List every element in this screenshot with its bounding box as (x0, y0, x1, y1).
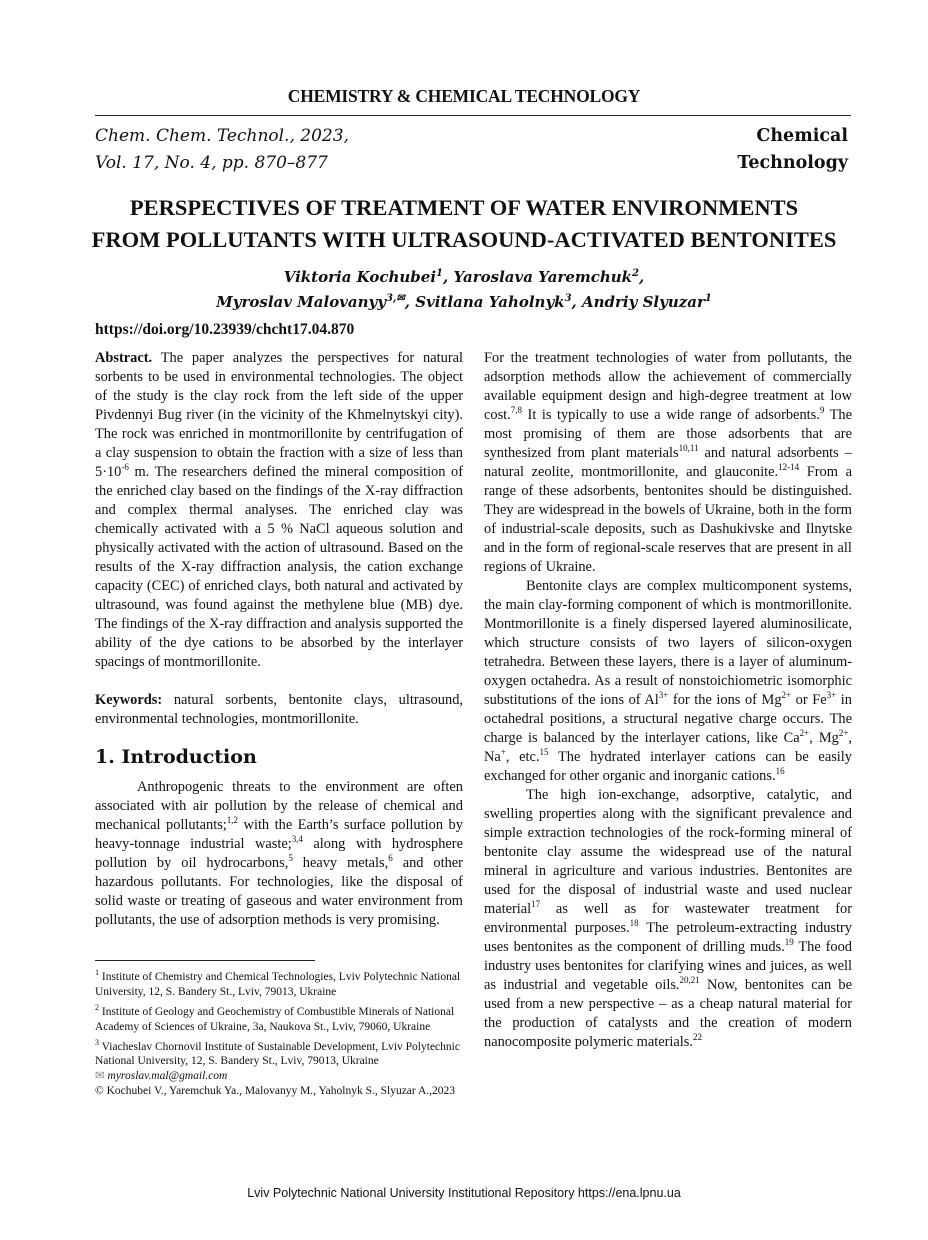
doi-link[interactable]: https://doi.org/10.23939/chcht17.04.870 (95, 321, 355, 338)
journal-brand-line-1: Chemical (756, 126, 848, 146)
author-affiliation: 1 (436, 268, 444, 279)
author-affiliation: 2 (632, 268, 640, 279)
citation-ref: 10,11 (678, 443, 699, 454)
repository-footer: Lviv Polytechnic National University Institutional Repository https://ena.lpnu.ua (247, 1186, 681, 1200)
header-rule (95, 115, 851, 116)
body-text: The high ion-exchange, adsorptive, catalytic, and swelling properties along with the significant prevalence and simple extraction technologies of the rock-forming mineral of bentonite clay assume the widespread use of the natural mineral in agriculture and various industries. Bentonites are used for the disposal of industrial waste and used nuclear material (484, 787, 852, 917)
footnote-affiliation-3 (95, 1035, 463, 1070)
citation-ref: 2+ (838, 728, 849, 739)
citation-ref: 5 (288, 853, 293, 864)
body-text: , etc. (505, 749, 540, 765)
citation-ref: 1,2 (226, 815, 239, 826)
citation-line-1: Chem. Chem. Technol., 2023, (95, 126, 349, 146)
citation-ref: 19 (784, 937, 794, 948)
author-separator: , (639, 268, 645, 286)
copyright: © Kochubei V., Yaremchuk Ya., Malovanyy M., Yaholnyk S., Slyuzar A.,2023 (95, 1085, 456, 1098)
title-line-2: FROM POLLUTANTS WITH ULTRASOUND-ACTIVATED BENTONITES (91, 227, 837, 252)
citation-line-2: Vol. 17, No. 4, pp. 870–877 (95, 153, 328, 173)
citation-ref: 18 (629, 918, 639, 929)
footnote-rule (95, 960, 315, 961)
footnote-text: Institute of Geology and Geochemistry of Combustible Minerals of National Academy of Sciences of Ukraine, 3a, Naukova St., Lviv, 79060, Ukraine (95, 1005, 455, 1033)
right-column (484, 349, 852, 1052)
intro-paragraph-1-continued: For the treatment technologies of water from pollutants, the adsorption methods allow the achievement of commercially available equipment design and high-degree treatment at low cost.$^{7,8}$ It is typically to use a wide range of adsorbents.$^9$ The most promising of them are those adsorbents that are synthesized from plant materials$^{10,11}$ and natural adsorbents – natural zeolite, montmorillonite, and glauconite.$^{12-14}$ From a range of these adsorbents, bentonites should be distinguished. They are widespread in the bowels of Ukraine, both in the form of industrial-scale deposits, such as Dashukivske and Ilnytske and in the form of regional-scale reserves that are present in all regions of Ukraine. (484, 350, 853, 575)
footnote-number: 2 (95, 1002, 99, 1012)
footnote-affiliation-2 (95, 1000, 463, 1035)
citation-ref: + (500, 747, 506, 758)
journal-brand-line-2: Technology (737, 153, 848, 173)
citation-ref: 17 (531, 899, 541, 910)
author-affiliation: 3,✉ (385, 293, 405, 304)
citation-ref: 12-14 (778, 462, 800, 473)
citation-ref: 3+ (658, 690, 669, 701)
citation-ref: 6 (388, 853, 393, 864)
keywords (95, 691, 463, 729)
footnote-text: Institute of Chemistry and Chemical Technologies, Lviv Polytechnic National University, 12, S. Bandery St., Lviv, 79013, Ukraine (95, 970, 461, 998)
author-separator: , (571, 293, 582, 311)
footnote-affiliation-1 (95, 965, 463, 1000)
author-affiliation: 3 (564, 293, 572, 304)
citation-ref: 9 (819, 405, 825, 416)
body-text: as well as for wastewater treatment for environmental purposes. (484, 901, 852, 936)
abstract-text-cont: m. The researchers defined the mineral composition of the enriched clay based on the findings of the X-ray diffraction and complex thermal analyses. The enriched clay was chemically activated with a 5 % NaCl aqueous solution and physically activated with the action of ultrasound. Based on the results of the X-ray diffraction analysis, the cation exchange capacity (CEC) of enriched clays, both natural and activated by ultrasound, was found against the methylene blue (MB) dye. The findings of the X-ray diffraction and analysis supported the ability of the dye cations to be absorbed by the interlayer spacings of montmorillonite. (95, 464, 463, 670)
keywords-label: Keywords: (95, 692, 163, 708)
body-text: Bentonite clays are complex multicomponent systems, the main clay-forming component of which is montmorillonite. Montmorillonite is a finely dispersed layered aluminosilicate, which structure consists of two layers of silicon-oxygen tetrahedra. Between these layers, there is a layer of aluminum-oxygen octahedra. As a result of nonstoichiometric isomorphic substitutions of the ions of Al (484, 578, 852, 708)
citation-ref: 15 (539, 747, 549, 758)
journal-section-header: CHEMISTRY & CHEMICAL TECHNOLOGY (287, 86, 641, 106)
citation-ref: 3+ (826, 690, 837, 701)
citation-ref: 16 (775, 766, 785, 777)
email-link[interactable]: myroslav.mal@gmail.com (107, 1070, 228, 1083)
footnote-text: Viacheslav Chornovil Institute of Sustainable Development, Lviv Polytechnic National University, 12, S. Bandery St., Lviv, 79013, Ukraine (95, 1040, 460, 1068)
author-name: Yaroslava Yaremchuk (453, 268, 633, 286)
citation-ref: 22 (693, 1032, 703, 1043)
body-text: in octahedral positions, a structural negative charge occurs. The charge is balanced by the interlayer cations, like Ca (484, 692, 852, 746)
footnote-number: 1 (95, 968, 99, 977)
author-name: Viktoria Kochubei (283, 268, 437, 286)
body-text: or Fe (791, 692, 827, 708)
corresponding-email (95, 1069, 463, 1084)
body-text: , Mg (809, 730, 839, 746)
body-text: Now, bentonites can be used from a new perspective – as a cheap natural material for the production of catalysts and the creation of modern nanocomposite polymeric materials. (484, 977, 852, 1050)
body-text: The food industry uses bentonites for clarifying wines and juices, as well as industrial and vegetable oils. (484, 939, 852, 993)
citation-ref: 20,21 (679, 975, 700, 986)
left-column (95, 349, 463, 930)
body-text: The hydrated interlayer cations can be easily exchanged for other organic and inorganic cations. (484, 749, 852, 784)
abstract (95, 349, 463, 672)
section-heading-introduction: 1. Introduction (95, 746, 257, 768)
paper-title (0, 192, 928, 256)
author-line-2 (0, 288, 928, 313)
citation-ref: 3,4 (291, 834, 303, 845)
footnotes (95, 965, 463, 1099)
citation-ref: 2+ (781, 690, 792, 701)
author-name: Myroslav Malovanyy (216, 293, 386, 311)
body-text: for the ions of Mg (668, 692, 782, 708)
abstract-exponent: -6 (121, 462, 129, 473)
body-text: , Na (484, 730, 853, 765)
title-line-1: PERSPECTIVES OF TREATMENT OF WATER ENVIRONMENTS (129, 195, 799, 220)
abstract-text: The paper analyzes the perspectives for natural sorbents to be used in environmental technologies. The object of the study is the clay rock from the left side of the upper Pivdennyi Bug river (in the vicinity of the Khmelnytskyi city). The rock was enriched in montmorillonite by centrifugation of a clay suspension to obtain the fraction with a size of less than 5·10 (95, 350, 463, 480)
author-separator: , (404, 293, 416, 311)
author-name: Andriy Slyuzar (582, 293, 705, 311)
citation-ref: 7,8 (510, 405, 523, 416)
author-line-1 (0, 263, 928, 288)
keywords-text: natural sorbents, bentonite clays, ultrasound, environmental technologies, montmorillonite. (95, 692, 463, 727)
citation-ref: 2+ (799, 728, 810, 739)
author-name: Svitlana Yaholnyk (415, 293, 565, 311)
author-list (0, 263, 928, 313)
footnote-number: 3 (95, 1037, 99, 1047)
author-separator: , (443, 268, 454, 286)
body-text: The petroleum-extracting industry uses bentonites as the component of drilling muds. (484, 920, 852, 955)
intro-paragraph-3 (484, 786, 852, 1052)
intro-paragraph-2 (484, 577, 852, 786)
envelope-icon: ✉ (95, 1070, 105, 1083)
abstract-label: Abstract. (95, 350, 153, 366)
intro-paragraph-1: Anthropogenic threats to the environment are often associated with air pollution by the release of chemical and mechanical pollutants;$^{1,2}$ with the Earth’s surface pollution by heavy-tonnage industrial waste;$^{3,4}$ along with hydrosphere pollution by oil hydrocarbons,$^5$ heavy metals,$^6$ and other hazardous pollutants. For technologies, like the disposal of solid waste or treating of gaseous and water environment from pollutants, the use of adsorption methods is very promising. (95, 779, 463, 928)
author-affiliation: 1 (704, 293, 712, 304)
